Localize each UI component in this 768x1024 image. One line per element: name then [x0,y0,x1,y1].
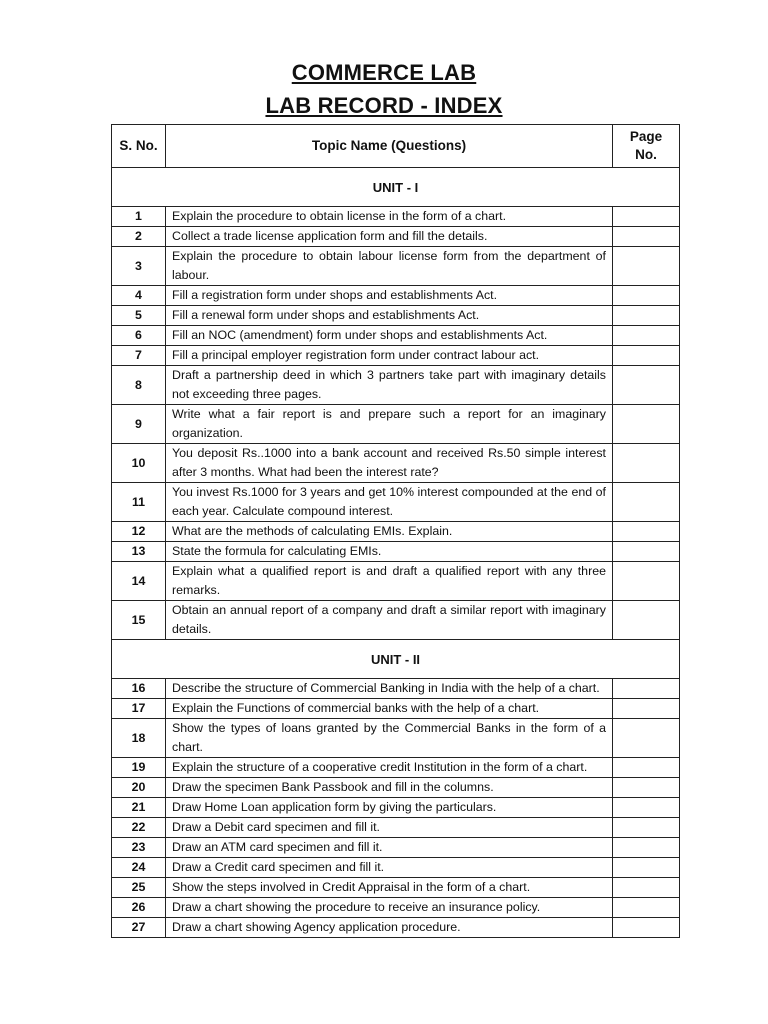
page-number [613,601,680,640]
topic-name: Obtain an annual report of a company and draft a similar report with imaginary details. [166,601,613,640]
page-number [613,405,680,444]
topic-name: Draw Home Loan application form by giving the particulars. [166,798,613,818]
topic-name: Draft a partnership deed in which 3 partners take part with imaginary details not exceeding three pages. [166,366,613,405]
page-number [613,444,680,483]
page-number [613,778,680,798]
index-table [111,124,680,938]
topic-name: Fill a principal employer registration form under contract labour act. [166,346,613,366]
topic-name: Write what a fair report is and prepare such a report for an imaginary organization. [166,405,613,444]
header-page-line2: No. [635,147,657,162]
topic-name: Draw an ATM card specimen and fill it. [166,838,613,858]
topic-name: You deposit Rs..1000 into a bank account and received Rs.50 simple interest after 3 months. What had been the interest rate? [166,444,613,483]
table-row [112,778,680,798]
table-row [112,679,680,699]
serial-number: 27 [112,918,166,938]
serial-number: 22 [112,818,166,838]
serial-number: 7 [112,346,166,366]
topic-name: Explain the procedure to obtain labour license form from the department of labour. [166,247,613,286]
table-row [112,405,680,444]
page-number [613,326,680,346]
table-row [112,522,680,542]
serial-number: 11 [112,483,166,522]
topic-name: Fill a registration form under shops and establishments Act. [166,286,613,306]
page-number [613,818,680,838]
serial-number: 25 [112,878,166,898]
table-row [112,719,680,758]
serial-number: 6 [112,326,166,346]
serial-number: 9 [112,405,166,444]
header-row [112,125,680,168]
topic-name: Explain the structure of a cooperative credit Institution in the form of a chart. [166,758,613,778]
topic-name: Explain the Functions of commercial banks with the help of a chart. [166,699,613,719]
serial-number: 8 [112,366,166,405]
header-page [613,125,680,168]
page-number [613,898,680,918]
serial-number: 23 [112,838,166,858]
table-row [112,601,680,640]
page-number [613,247,680,286]
table-row [112,562,680,601]
table-row [112,898,680,918]
serial-number: 5 [112,306,166,326]
table-row [112,346,680,366]
page-number [613,679,680,699]
document-subtitle: LAB RECORD - INDEX [265,93,503,118]
table-row [112,306,680,326]
table-row [112,858,680,878]
topic-name: Draw a chart showing Agency application procedure. [166,918,613,938]
topic-name: State the formula for calculating EMIs. [166,542,613,562]
serial-number: 17 [112,699,166,719]
serial-number: 4 [112,286,166,306]
page-number [613,286,680,306]
serial-number: 20 [112,778,166,798]
page-number [613,699,680,719]
page-number [613,306,680,326]
unit-heading-row [112,168,680,207]
topic-name: You invest Rs.1000 for 3 years and get 10% interest compounded at the end of each year. Calculate compound interest. [166,483,613,522]
page-number [613,542,680,562]
page-number [613,227,680,247]
topic-name: Show the steps involved in Credit Appraisal in the form of a chart. [166,878,613,898]
header-page-line1: Page [629,129,663,144]
table-row [112,326,680,346]
topic-name: Show the types of loans granted by the Commercial Banks in the form of a chart. [166,719,613,758]
page-number [613,346,680,366]
serial-number: 26 [112,898,166,918]
table-row [112,699,680,719]
table-row [112,286,680,306]
page-number [613,522,680,542]
serial-number: 2 [112,227,166,247]
serial-number: 21 [112,798,166,818]
page-number [613,798,680,818]
table-row [112,818,680,838]
page-number [613,758,680,778]
table-row [112,483,680,522]
topic-name: Draw a Debit card specimen and fill it. [166,818,613,838]
serial-number: 15 [112,601,166,640]
table-row [112,366,680,405]
topic-name: What are the methods of calculating EMIs. Explain. [166,522,613,542]
page-number [613,838,680,858]
serial-number: 14 [112,562,166,601]
page-number [613,918,680,938]
serial-number: 10 [112,444,166,483]
table-row [112,247,680,286]
table-row [112,542,680,562]
topic-name: Fill an NOC (amendment) form under shops and establishments Act. [166,326,613,346]
topic-name: Fill a renewal form under shops and establishments Act. [166,306,613,326]
table-row [112,444,680,483]
table-row [112,207,680,227]
serial-number: 19 [112,758,166,778]
serial-number: 12 [112,522,166,542]
page-number [613,858,680,878]
topic-name: Draw a Credit card specimen and fill it. [166,858,613,878]
topic-name: Draw a chart showing the procedure to receive an insurance policy. [166,898,613,918]
topic-name: Explain the procedure to obtain license in the form of a chart. [166,207,613,227]
unit-heading: UNIT - II [112,640,680,679]
topic-name: Collect a trade license application form and fill the details. [166,227,613,247]
table-row [112,838,680,858]
serial-number: 16 [112,679,166,699]
page-number [613,719,680,758]
table-row [112,918,680,938]
page-number [613,562,680,601]
unit-heading: UNIT - I [112,168,680,207]
document-title: COMMERCE LAB [291,60,477,85]
serial-number: 18 [112,719,166,758]
topic-name: Draw the specimen Bank Passbook and fill in the columns. [166,778,613,798]
unit-heading-row [112,640,680,679]
topic-name: Describe the structure of Commercial Banking in India with the help of a chart. [166,679,613,699]
serial-number: 24 [112,858,166,878]
table-row [112,798,680,818]
header-sno: S. No. [112,125,166,168]
table-row [112,227,680,247]
page-number [613,366,680,405]
serial-number: 13 [112,542,166,562]
table-row [112,878,680,898]
page-number [613,878,680,898]
header-topic: Topic Name (Questions) [166,125,613,168]
table-row [112,758,680,778]
page-number [613,483,680,522]
serial-number: 1 [112,207,166,227]
serial-number: 3 [112,247,166,286]
page-number [613,207,680,227]
topic-name: Explain what a qualified report is and draft a qualified report with any three remarks. [166,562,613,601]
